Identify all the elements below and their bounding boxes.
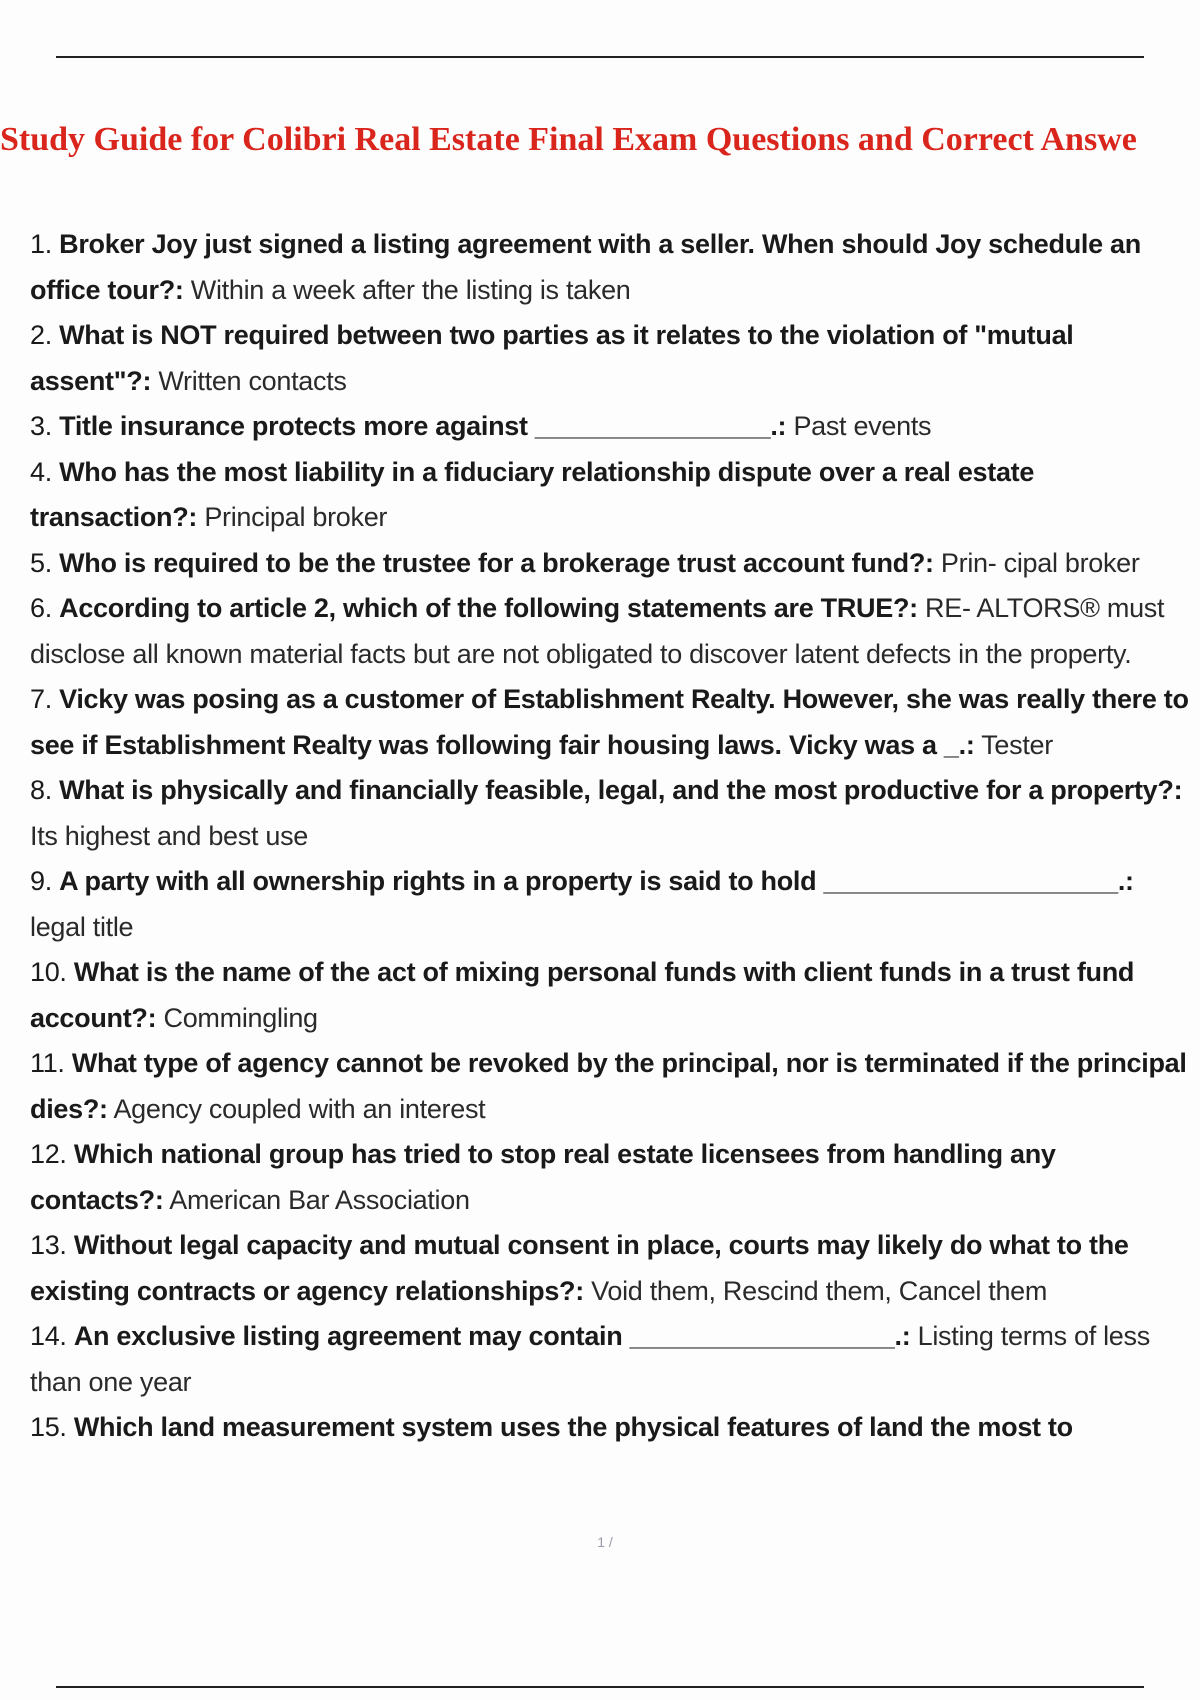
list-item bbox=[30, 450, 1190, 541]
question-text: Without legal capacity and mutual consent in place, courts may likely do what to the existing contracts or agency relationships?: bbox=[30, 1230, 1129, 1306]
question-list bbox=[30, 222, 1190, 1451]
question-text: What is physically and financially feasible, legal, and the most productive for a property?: bbox=[59, 775, 1183, 805]
list-item bbox=[30, 1041, 1190, 1132]
item-number: 12. bbox=[30, 1139, 67, 1169]
item-number: 11. bbox=[30, 1048, 65, 1078]
answer-text: American Bar Association bbox=[169, 1184, 470, 1215]
answer-text: Prin- cipal broker bbox=[940, 547, 1140, 578]
item-number: 2. bbox=[30, 320, 52, 350]
question-text: According to article 2, which of the following statements are TRUE?: bbox=[59, 593, 918, 623]
answer-text: Its highest and best use bbox=[30, 820, 308, 851]
answer-text: RE- ALTORS® must disclose all known material facts but are not obligated to discover latent defects in the property. bbox=[30, 593, 1165, 669]
item-number: 4. bbox=[30, 456, 52, 487]
answer-text: legal title bbox=[30, 911, 134, 942]
answer-text: Void them, Rescind them, Cancel them bbox=[591, 1275, 1048, 1306]
list-item bbox=[30, 950, 1190, 1041]
answer-text: Principal broker bbox=[204, 502, 388, 532]
list-item bbox=[30, 313, 1190, 404]
list-item bbox=[30, 768, 1190, 859]
question-text: Which land measurement system uses the physical features of land the most to bbox=[73, 1412, 1073, 1442]
answer-text: Past events bbox=[793, 411, 932, 441]
answer-text: Within a week after the listing is taken bbox=[190, 274, 631, 305]
answer-text: Listing terms of less than one year bbox=[30, 1321, 1150, 1397]
item-number: 6. bbox=[30, 593, 52, 623]
list-item bbox=[30, 222, 1190, 313]
list-item bbox=[30, 1314, 1190, 1405]
page-title: Study Guide for Colibri Real Estate Final Exam Questions and Correct Answe bbox=[0, 121, 1137, 158]
list-item bbox=[30, 404, 1190, 450]
list-item bbox=[30, 859, 1190, 950]
item-number: 13. bbox=[30, 1230, 67, 1260]
page-number: 1 / bbox=[597, 1534, 613, 1550]
bottom-rule bbox=[56, 1686, 1144, 1688]
list-item bbox=[30, 1405, 1190, 1451]
answer-text: Tester bbox=[981, 729, 1053, 760]
item-number: 3. bbox=[30, 411, 52, 441]
question-text: Who has the most liability in a fiduciary relationship dispute over a real estate transaction?: bbox=[30, 456, 1035, 532]
question-text: Title insurance protects more against ________________.: bbox=[59, 411, 787, 441]
question-text: What is NOT required between two parties as it relates to the violation of "mutual assent"?: bbox=[30, 320, 1074, 396]
item-number: 10. bbox=[30, 957, 67, 987]
list-item bbox=[30, 1132, 1190, 1223]
item-number: 15. bbox=[30, 1412, 67, 1442]
question-text: An exclusive listing agreement may contain __________________.: bbox=[73, 1321, 911, 1351]
answer-text: Agency coupled with an interest bbox=[113, 1093, 486, 1124]
item-number: 7. bbox=[30, 684, 52, 714]
question-text: Broker Joy just signed a listing agreement with a seller. When should Joy schedule an office tour?: bbox=[30, 229, 1141, 305]
question-text: What is the name of the act of mixing personal funds with client funds in a trust fund account?: bbox=[30, 957, 1135, 1033]
list-item bbox=[30, 1223, 1190, 1314]
question-text: A party with all ownership rights in a property is said to hold ____________________.: bbox=[59, 866, 1134, 896]
answer-text: Written contacts bbox=[158, 365, 347, 396]
question-text: What type of agency cannot be revoked by the principal, nor is terminated if the principal dies?: bbox=[30, 1048, 1187, 1124]
list-item bbox=[30, 677, 1190, 768]
answer-text: Commingling bbox=[163, 1002, 318, 1033]
item-number: 1. bbox=[30, 229, 52, 259]
question-text: Who is required to be the trustee for a brokerage trust account fund?: bbox=[59, 547, 934, 578]
item-number: 5. bbox=[30, 547, 52, 578]
list-item bbox=[30, 541, 1190, 587]
top-rule bbox=[56, 56, 1144, 58]
item-number: 9. bbox=[30, 866, 52, 896]
question-text: Which national group has tried to stop real estate licensees from handling any contacts?: bbox=[30, 1139, 1056, 1215]
list-item bbox=[30, 586, 1190, 677]
question-text: Vicky was posing as a customer of Establishment Realty. However, she was really there to see if Establishment Realty was following fair housing laws. Vicky was a _.: bbox=[30, 684, 1189, 760]
item-number: 8. bbox=[30, 775, 52, 805]
item-number: 14. bbox=[30, 1321, 67, 1351]
